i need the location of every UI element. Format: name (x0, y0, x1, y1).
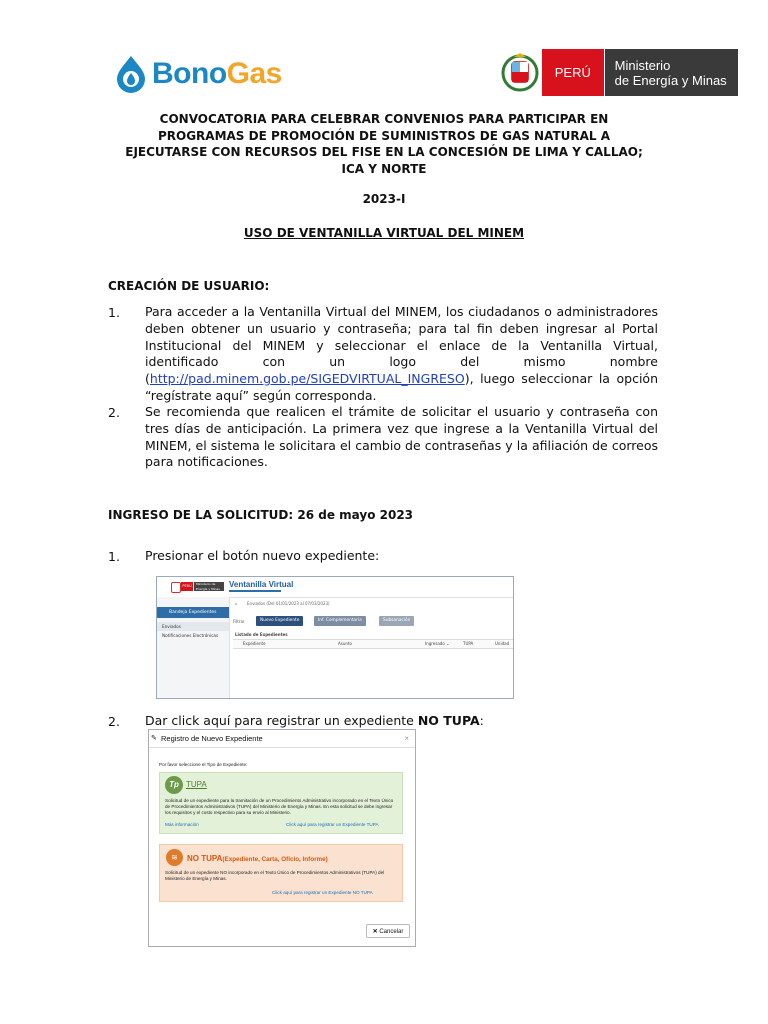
no-tupa-description: Solicitud de un expediente NO incorporado en el Texto Único de Procedimientos Administrativos (TUPA) del Ministerio de Energía y Minas. (165, 870, 385, 881)
table-header (233, 639, 513, 649)
tupa-option[interactable] (159, 772, 403, 834)
nuevo-expediente-dialog-screenshot (148, 729, 416, 947)
peru-label: PERÚ (542, 49, 604, 96)
sigedvirtual-link[interactable]: http://pad.minem.gob.pe/SIGEDVIRTUAL_INGRESO (149, 371, 465, 387)
column-header: Expediente (243, 641, 266, 646)
layers-icon: ≋ (166, 849, 183, 866)
document-title (110, 111, 658, 177)
bonogas-logo (113, 52, 282, 96)
list-item-text (145, 713, 658, 730)
text-bold-fragment: NO TUPA (417, 713, 480, 728)
coat-of-arms-icon (500, 49, 540, 96)
ministry-label: Ministerio de Energía y Minas (194, 582, 224, 591)
sidebar-item-notificaciones[interactable]: Notificaciones Electrónicas (162, 633, 219, 638)
coat-of-arms-icon (171, 582, 181, 593)
app-title-underline (229, 590, 281, 592)
no-tupa-option[interactable] (159, 844, 403, 902)
breadcrumb: Enviados (Del 01/01/2023 al 07/03/2023) (247, 601, 330, 606)
ministry-line2: de Energía y Minas (614, 72, 727, 88)
type-prompt: Por favor seleccione el Tipo de Expediente: (159, 762, 248, 767)
subsanacion-button[interactable]: Subsanación (379, 616, 414, 626)
home-icon[interactable]: ⌂ (235, 601, 238, 606)
edit-icon: ✎ (151, 735, 157, 742)
title-line: ICA Y NORTE (341, 161, 427, 176)
list-number: 2. (108, 405, 120, 420)
text-fragment: Para acceder a la Ventanilla Virtual del MINEM, los ciudadanos o administradores deben obtener un usuario y contraseña; para tal fin deben ingresar al Portal Institucional del MINEM y seleccionar el enlace de la Ventanilla Virtual, identificado con un logo del mismo nombre ( (145, 304, 658, 387)
text-fragment: ), luego seleccionar la opción “regístrate aquí” según corresponda. (145, 371, 658, 403)
sidebar-item-bandeja[interactable]: Bandeja Expedientes (157, 607, 229, 618)
minem-logo (500, 49, 738, 96)
list-item-text: Presionar el botón nuevo expediente: (145, 548, 380, 563)
title-line: EJECUTARSE CON RECURSOS DEL FISE EN LA CONCESIÓN DE LIMA Y CALLAO; (125, 145, 643, 159)
logo-text-bono: Bono (152, 57, 227, 90)
no-tupa-title[interactable] (187, 854, 328, 863)
column-header: TUPA (463, 641, 474, 646)
dialog-title: Registro de Nuevo Expediente (161, 734, 263, 743)
list-item-text: Se recomienda que realicen el trámite de solicitar el usuario y contraseña con tres días de anticipación. La primera vez que ingrese a la Ventanilla Virtual del MINEM, el sistema le solicitara el cambio de contraseñas y la afiliación de correos para notificaciones. (145, 404, 658, 470)
dialog-header (149, 730, 415, 748)
no-tupa-subtitle: (Expediente, Carta, Oficio, Informe) (222, 856, 328, 863)
gas-flame-icon (113, 54, 149, 94)
tupa-title[interactable]: TUPA (186, 780, 207, 789)
list-number: 1. (108, 305, 120, 320)
section-heading-submission: INGRESO DE LA SOLICITUD: 26 de mayo 2023 (108, 508, 414, 522)
tupa-register-link[interactable]: Click aquí para registrar un Expediente TUPA (286, 822, 379, 827)
no-tupa-label: NO TUPA (187, 854, 223, 863)
text-fragment: : (479, 713, 484, 728)
title-line: CONVOCATORIA PARA CELEBRAR CONVENIOS PARA PARTICIPAR EN (159, 112, 609, 126)
list-number: 1. (108, 549, 120, 564)
ventanilla-virtual-screenshot (156, 576, 514, 699)
tupa-badge-icon: Tp (165, 776, 183, 794)
list-item-text (145, 304, 658, 405)
sidebar-item-enviados[interactable]: Enviados (157, 622, 229, 631)
peru-label: PERÚ (181, 582, 193, 591)
ministry-label (605, 49, 738, 96)
column-header: Unidad (495, 641, 510, 646)
close-icon[interactable]: × (404, 734, 409, 743)
filter-label[interactable]: Filtrar (233, 619, 245, 624)
nuevo-expediente-button[interactable]: Nuevo Expediente (256, 616, 303, 626)
ministry-line1: Ministerio (614, 57, 671, 73)
app-header (157, 577, 513, 598)
logo-text-gas: Gas (226, 57, 282, 90)
column-header: Asunto (338, 641, 352, 646)
text-fragment: Dar click aquí para registrar un expediente (145, 713, 418, 728)
title-line: PROGRAMAS DE PROMOCIÓN DE SUMINISTROS DE GAS NATURAL A (157, 128, 611, 143)
app-title: Ventanilla Virtual (229, 580, 294, 589)
document-year: 2023-I (362, 192, 406, 206)
inf-complementaria-button[interactable]: Inf. Complementaria (314, 616, 366, 626)
cancel-button[interactable] (366, 924, 410, 938)
column-header[interactable]: Ingresado ⌄ (425, 641, 450, 646)
close-icon: ✕ (372, 929, 378, 935)
list-number: 2. (108, 714, 120, 729)
list-title: Listado de Expedientes (235, 632, 288, 637)
tupa-description: Solicitud de un expediente para la tramitación de un Procedimiento Administrativo incorporado en el Texto Único de Procedimientos Administrativos (TUPA) del Ministerio de Energía y Minas. En esta solicitud se debe ingresar los requisitos y el costo respectivo para su envío al Ministerio. (165, 798, 394, 815)
document-subtitle: USO DE VENTANILLA VIRTUAL DEL MINEM (243, 226, 525, 240)
tupa-more-info-link[interactable]: Más información (165, 822, 199, 827)
cancel-label: Cancelar (379, 929, 404, 935)
section-heading-user-creation: CREACIÓN DE USUARIO: (108, 279, 270, 293)
no-tupa-register-link[interactable]: Click aquí para registrar un Expediente NO TUPA (272, 890, 373, 895)
